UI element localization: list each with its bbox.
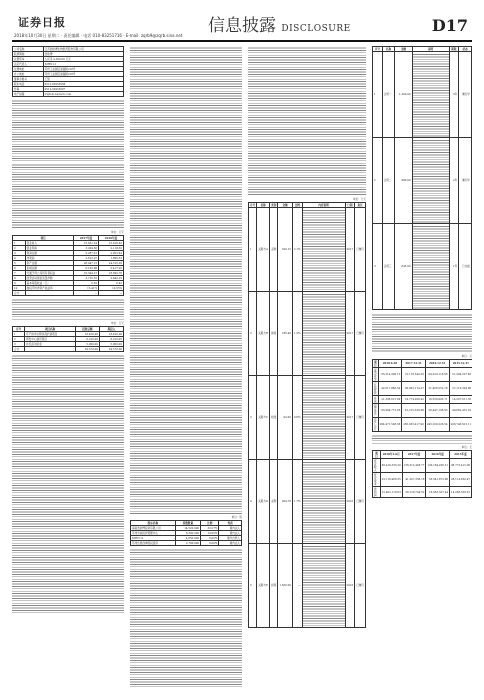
- table-cell: 合同三: [382, 224, 395, 310]
- table-cell: 2017: [345, 292, 355, 376]
- table-cell: 3: [373, 224, 383, 310]
- table-cell: 5: [249, 544, 257, 628]
- related-transactions-table: [248, 202, 366, 628]
- table-row: [373, 396, 473, 404]
- table-cell: 2年: [449, 138, 459, 224]
- table-cell: 31,406,552.18: [425, 382, 449, 396]
- table-cell: 5,000.00: [99, 342, 123, 347]
- table-cell: 法定代表人: [13, 62, 44, 67]
- table-cell: 境内法人: [219, 526, 242, 531]
- table-cell: 合计: [13, 347, 25, 352]
- table-cell: 29,570.00: [75, 347, 99, 352]
- table-cell: 63,904,772.26: [378, 404, 402, 418]
- table-cell: 320.15: [278, 208, 293, 292]
- column-header: 2017年度: [402, 451, 426, 459]
- table-cell: 6,300,000: [175, 531, 200, 536]
- table-cell: 21,338,615.09: [378, 396, 402, 404]
- table-cell: 5,417.26: [99, 266, 124, 271]
- company-info-table: [12, 46, 124, 97]
- table-cell: —: [74, 291, 99, 296]
- table-cell: 28,120,704.52: [402, 487, 426, 498]
- financial-summary-table: [12, 235, 124, 296]
- table-cell: 2: [249, 292, 257, 376]
- table-cell: [302, 292, 345, 376]
- table-cell: 公司名称: [13, 47, 44, 52]
- column-header: 项目: [13, 236, 74, 241]
- table-cell: 10.55%: [99, 286, 124, 291]
- table-cell: 15,402,118.63: [380, 487, 402, 498]
- table-cell: [25, 291, 74, 296]
- table-cell: 关联方A: [257, 208, 270, 292]
- table-cell: 64,220,118.06: [425, 368, 449, 382]
- table-cell: 关联方E: [257, 544, 270, 628]
- table-cell: 9: [13, 281, 26, 286]
- body-text-block: [372, 434, 472, 444]
- table-cell: 利润总额: [25, 251, 74, 256]
- table-cell: 履行中: [459, 52, 472, 138]
- body-text-block: [130, 548, 242, 688]
- table-cell: 王凯: [43, 77, 123, 82]
- table-row: [249, 460, 366, 544]
- table-cell: 租赁: [270, 376, 278, 460]
- table-cell: 股票简称: [13, 52, 44, 57]
- table-cell: 51,384,227.40: [449, 368, 472, 382]
- table-cell: 浩欧博: [43, 52, 123, 57]
- table-total-row: [13, 291, 124, 296]
- column-header: 状态: [459, 47, 472, 52]
- table-cell: 92.00: [278, 376, 293, 460]
- table-cell: 243,100,226.54: [425, 418, 449, 432]
- table-unit: 单位：元: [461, 355, 472, 358]
- table-cell: 1,260.00: [395, 52, 412, 138]
- column-header: 持股数量: [175, 521, 200, 526]
- body-text-block: [248, 46, 366, 196]
- table-cell: 645.00: [395, 224, 412, 310]
- table-row: [249, 544, 366, 628]
- column-header: 序号: [250, 203, 256, 207]
- table-row: [373, 224, 472, 310]
- column-header: 2015年度: [450, 451, 472, 459]
- table-cell: 海南浩欧博投资有限公司: [131, 526, 176, 531]
- table-cell: 1.7%: [292, 460, 302, 544]
- table-cell: —: [99, 291, 124, 296]
- table-cell: 苏州工业园区星湖街218号: [43, 72, 123, 77]
- table-cell: 1,500.00: [278, 544, 293, 628]
- table-cell: 3,287.91: [74, 251, 99, 256]
- table-cell: 7: [13, 271, 26, 276]
- table-cell: [302, 460, 345, 544]
- table-cell: 1.2%: [292, 292, 302, 376]
- table-cell: 货币资金: [374, 368, 377, 381]
- column-header: 拟投入: [99, 327, 123, 332]
- table-cell: 1: [13, 241, 26, 246]
- table-cell: 58,447,106.93: [425, 404, 449, 418]
- table-cell: 15,631.24: [74, 241, 99, 246]
- table-cell: 关联方C: [257, 376, 270, 460]
- table-cell: 2: [373, 138, 383, 224]
- table-cell: 年产体外诊断试剂扩建项目: [25, 332, 76, 337]
- section-title-en: DISCLOSURE: [281, 24, 351, 34]
- table-cell: 补充流动资金: [25, 342, 76, 347]
- table-cell: 18,892.76: [99, 271, 124, 276]
- table-row: [249, 376, 366, 460]
- table-cell: —: [292, 544, 302, 628]
- body-text-block: [12, 99, 124, 161]
- table-row: [13, 92, 124, 97]
- table-row: [249, 208, 366, 292]
- table-cell: 4: [13, 256, 26, 261]
- table-cell: 已完成: [459, 224, 472, 310]
- table-cell: 关联方B: [257, 292, 270, 376]
- column-header: 序号: [373, 47, 383, 52]
- table-cell: 980.00: [395, 138, 412, 224]
- table-cell: 42,617,880.54: [378, 382, 402, 396]
- table-unit: 单位：万元: [111, 322, 124, 325]
- table-cell: [412, 138, 449, 224]
- table-cell: 0512-62956587: [43, 87, 123, 92]
- table-cell: [302, 208, 345, 292]
- table-cell: [412, 52, 449, 138]
- table-cell: [412, 224, 449, 310]
- table-row: [131, 541, 242, 546]
- header-rule: [12, 40, 472, 42]
- table-cell: 2017: [345, 208, 355, 292]
- table-cell: 19,774,208.42: [402, 396, 426, 404]
- table-cell: 208,746,913.11: [449, 418, 472, 432]
- table-cell: 营业利润: [25, 246, 74, 251]
- table-cell: 净利润: [373, 487, 381, 498]
- table-cell: 已履行: [355, 460, 366, 544]
- table-cell: 6: [13, 266, 26, 271]
- table-cell: 办公地址: [13, 72, 44, 77]
- table-cell: 联系电话: [13, 82, 44, 87]
- table-cell: 14,208,556.81: [450, 487, 472, 498]
- column-header: 2018年1-6月: [380, 451, 402, 459]
- column-header: 2018.6.30: [378, 360, 402, 368]
- table-row: [373, 404, 473, 418]
- table-cell: 已履行: [355, 292, 366, 376]
- table-cell: 14,207,611.35: [449, 396, 472, 404]
- table-cell: 85,214,306.12: [378, 368, 402, 382]
- table-cell: 4: [249, 460, 257, 544]
- table-cell: 82,416,335.20: [380, 459, 402, 473]
- fund-use-table: [12, 326, 124, 352]
- table-cell: 4,050,000: [175, 536, 200, 541]
- masthead: [0, 0, 484, 44]
- table-cell: 2016: [345, 544, 355, 628]
- column-header: 投资总额: [75, 327, 99, 332]
- table-cell: 净利润: [25, 256, 74, 261]
- table-cell: 32.27%: [201, 526, 219, 531]
- income-statement-table: [372, 450, 472, 498]
- column-header: 金额: [395, 47, 412, 52]
- body-text-block: [130, 46, 242, 514]
- table-row: [373, 473, 472, 487]
- column-header: 金额: [278, 203, 293, 208]
- table-cell: 2: [13, 246, 26, 251]
- table-cell: 董事会秘书: [13, 77, 44, 82]
- table-cell: ir@hob-biotech.com: [43, 92, 123, 97]
- section-title: [208, 11, 351, 36]
- table-header-row: [373, 451, 472, 459]
- column-header: 说明: [412, 47, 449, 52]
- table-total-row: [13, 347, 124, 352]
- body-text-block: [372, 313, 472, 353]
- column-header: 2015.12.31: [449, 360, 472, 368]
- column-header: 性质: [219, 521, 242, 526]
- table-row: [249, 292, 366, 376]
- column-1: [12, 46, 124, 692]
- table-cell: 2016: [345, 460, 355, 544]
- table-cell: 担保: [270, 544, 278, 628]
- column-header: 比例: [201, 521, 219, 526]
- table-cell: 注册资本: [13, 57, 44, 62]
- table-cell: 3,716.52: [74, 276, 99, 281]
- table-cell: 2.1%: [292, 208, 302, 292]
- column-header: 项目: [374, 360, 377, 367]
- table-cell: 江苏浩欧博生物医药股份有限公司: [43, 47, 123, 52]
- table-row: [373, 382, 473, 396]
- table-cell: 应收账款: [374, 382, 377, 395]
- table-cell: 注册地址: [13, 67, 44, 72]
- table-cell: 已履行: [355, 208, 366, 292]
- column-3: [248, 46, 366, 692]
- table-cell: 9.00%: [201, 536, 219, 541]
- table-cell: 2,205.64: [99, 251, 124, 256]
- table-cell: JOHN LI: [131, 536, 176, 541]
- table-unit: 单位：万元: [111, 231, 124, 234]
- table-cell: 电子信箱: [13, 92, 44, 97]
- table-cell: 38,902,114.27: [402, 382, 426, 396]
- issue-meta-line: 2018年10月30日 星期二 · 责任编辑 · 电话 010-83251716 · E-mail: zqrb9@zqrb.sina.net: [14, 33, 183, 38]
- column-header: 2016年度: [426, 451, 450, 459]
- table-cell: 0.62: [74, 281, 99, 286]
- table-cell: 资产总额: [25, 261, 74, 266]
- table-cell: 18,420.00: [99, 332, 123, 337]
- table-cell: 1: [13, 332, 25, 337]
- column-header: 名称: [257, 203, 270, 208]
- column-2: [130, 46, 242, 692]
- table-cell: 10: [13, 286, 26, 291]
- column-4: [372, 46, 472, 692]
- table-cell: 人民币 4,500.00 万元: [43, 57, 123, 62]
- table-cell: 5,000.00: [75, 342, 99, 347]
- table-cell: 3: [13, 251, 26, 256]
- table-cell: 境内法人: [219, 531, 242, 536]
- table-cell: 13.41%: [74, 286, 99, 291]
- column-header: 序号: [13, 327, 25, 332]
- column-header: 项目: [373, 451, 381, 459]
- table-cell: 经营活动现金流量净额: [25, 276, 74, 281]
- table-cell: JOHN LI: [43, 62, 123, 67]
- table-cell: 1: [373, 52, 383, 138]
- table-cell: 苏州外润投资管理中心: [131, 531, 176, 536]
- table-cell: 加权平均净资产收益率: [25, 286, 74, 291]
- table-cell: 归属于母公司所有者权益: [25, 271, 74, 276]
- column-header: 类别: [271, 203, 277, 207]
- column-header: 日期: [345, 203, 355, 208]
- table-cell: 18,963,307.44: [426, 487, 450, 498]
- table-cell: 3年: [449, 52, 459, 138]
- table-cell: 98,773,415.06: [450, 459, 472, 473]
- table-cell: 已履行: [355, 544, 366, 628]
- table-row: [373, 459, 472, 473]
- column-header: 期限: [449, 47, 459, 52]
- table-cell: 传真: [13, 87, 44, 92]
- table-cell: [25, 347, 76, 352]
- table-cell: 14,520,000: [175, 526, 200, 531]
- table-cell: 营业收入: [373, 459, 381, 473]
- table-cell: 营业收入: [25, 241, 74, 246]
- column-header: 比例: [292, 203, 302, 208]
- column-header: 股东名称: [131, 521, 176, 526]
- table-cell: 186.40: [278, 292, 293, 376]
- table-row: [373, 138, 472, 224]
- column-header: 备注: [355, 203, 366, 208]
- body-text-block: [12, 163, 124, 229]
- table-cell: 2,118.30: [99, 246, 124, 251]
- table-cell: 120,184,206.51: [426, 459, 450, 473]
- table-cell: 合同一: [382, 52, 395, 138]
- table-cell: 采购: [270, 208, 278, 292]
- table-cell: 3,204.56: [74, 246, 99, 251]
- table-cell: 已履行: [355, 376, 366, 460]
- body-text-block: [12, 298, 124, 320]
- table-cell: 33,541,872.90: [426, 473, 450, 487]
- table-unit: 单位：股: [231, 516, 242, 519]
- shareholder-table: [130, 520, 242, 546]
- table-cell: 24,310.02: [99, 261, 124, 266]
- table-cell: 存货: [374, 396, 377, 403]
- contracts-table: [372, 46, 472, 310]
- table-cell: 合计: [13, 291, 26, 296]
- table-cell: [302, 544, 345, 628]
- table-cell: 6,102.88: [74, 266, 99, 271]
- table-cell: 28,114,650.47: [450, 473, 472, 487]
- table-cell: 61,215,330.08: [402, 404, 426, 418]
- balance-sheet-table: [372, 359, 472, 432]
- table-cell: 156,312,408.77: [402, 459, 426, 473]
- table-cell: 6,150.00: [75, 337, 99, 342]
- table-cell: 1,896.33: [99, 256, 124, 261]
- table-cell: 2: [13, 337, 25, 342]
- table-cell: 负债总额: [25, 266, 74, 271]
- table-cell: 27,119,304.66: [449, 382, 472, 396]
- table-cell: 72,118,540.33: [402, 368, 426, 382]
- column-header: 2017.12.31: [402, 360, 426, 368]
- table-cell: 49,882,415.22: [449, 404, 472, 418]
- page-number: D17: [431, 16, 468, 35]
- table-cell: 苏州达晨创坤股权投资: [131, 541, 176, 546]
- column-header: 内容说明: [302, 203, 345, 208]
- page-body: [12, 46, 472, 692]
- table-cell: 3: [249, 376, 257, 460]
- column-header: 2017年度: [74, 236, 99, 241]
- table-cell: 2,812.07: [74, 256, 99, 261]
- table-row: [373, 52, 472, 138]
- table-cell: 境外自然人: [219, 536, 242, 541]
- table-cell: 固定资产: [374, 404, 377, 417]
- section-title-zh: 信息披露: [208, 16, 276, 36]
- table-cell: 1年: [449, 224, 459, 310]
- table-cell: 2,700,000: [175, 541, 200, 546]
- table-cell: 264.78: [278, 460, 293, 544]
- table-cell: 营业成本: [373, 473, 381, 487]
- table-cell: 采购: [270, 460, 278, 544]
- table-cell: 资产总计: [374, 418, 377, 431]
- table-row: [373, 368, 473, 382]
- table-cell: 境内法人: [219, 541, 242, 546]
- table-cell: 0.42: [99, 281, 124, 286]
- table-cell: 0.6%: [292, 376, 302, 460]
- table-cell: 284,471,508.36: [378, 418, 402, 432]
- newspaper-logo: 证券日报: [18, 16, 66, 29]
- table-cell: 2,640.19: [99, 276, 124, 281]
- table-cell: 苏州工业园区星湖街218号: [43, 67, 123, 72]
- table-cell: 12,018.42: [99, 241, 124, 246]
- column-header: 名称: [382, 47, 395, 52]
- table-cell: 6,150.00: [99, 337, 123, 342]
- table-cell: 合同二: [382, 138, 395, 224]
- column-header: 2016.12.31: [425, 360, 449, 368]
- table-cell: 18,420.00: [75, 332, 99, 337]
- body-text-block: [12, 354, 124, 614]
- table-cell: 3: [13, 342, 25, 347]
- table-cell: 研发中心建设项目: [25, 337, 76, 342]
- table-cell: 基本每股收益（元）: [25, 281, 74, 286]
- table-cell: [302, 376, 345, 460]
- table-cell: 22,118,406.35: [380, 473, 402, 487]
- table-cell: 28,447.15: [74, 261, 99, 266]
- column-header: 项目名称: [25, 327, 76, 332]
- table-cell: 履行中: [459, 138, 472, 224]
- table-cell: 8: [13, 276, 26, 281]
- table-cell: 6.00%: [201, 541, 219, 546]
- table-row: [373, 418, 473, 432]
- table-cell: 5: [13, 261, 26, 266]
- table-cell: 14.00%: [201, 531, 219, 536]
- table-cell: 16,558,903.71: [425, 396, 449, 404]
- table-cell: 1: [249, 208, 257, 292]
- table-cell: 2017: [345, 376, 355, 460]
- table-cell: 0512-62956588: [43, 82, 123, 87]
- table-cell: 22,344.27: [74, 271, 99, 276]
- table-unit: 单位：万元: [353, 198, 366, 201]
- table-cell: 销售: [270, 292, 278, 376]
- table-cell: 关联方D: [257, 460, 270, 544]
- table-header-row: [373, 360, 473, 368]
- table-cell: 29,570.00: [99, 347, 123, 352]
- table-cell: 265,033,417.90: [402, 418, 426, 432]
- table-cell: 41,207,336.18: [402, 473, 426, 487]
- table-row: [373, 487, 472, 498]
- table-unit: 单位：元: [461, 446, 472, 449]
- column-header: 2016年度: [99, 236, 124, 241]
